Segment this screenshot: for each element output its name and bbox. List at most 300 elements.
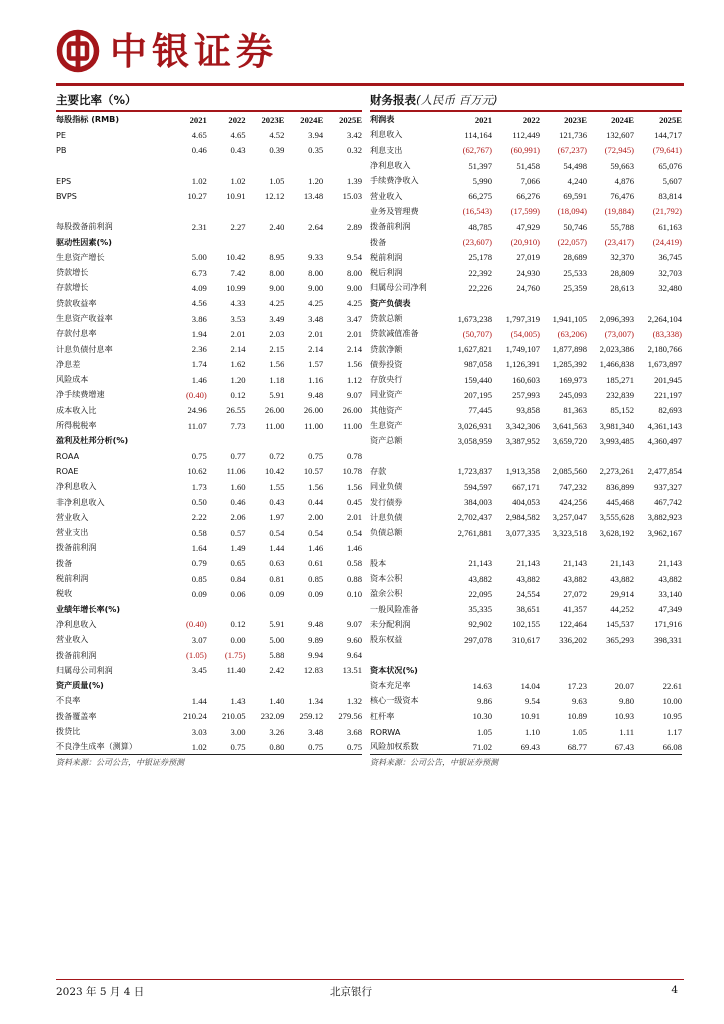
cell-value: 2,023,386 xyxy=(599,344,634,355)
cell-value: 7.42 xyxy=(230,267,246,278)
cell-value: 22,226 xyxy=(468,282,492,293)
cell-value: 10.42 xyxy=(265,466,285,477)
row-label: ROAA xyxy=(56,451,80,462)
table-row xyxy=(370,341,682,356)
cell-value: 3.94 xyxy=(308,129,324,140)
cell-value: 9.00 xyxy=(346,282,362,293)
cell-value: 2,702,437 xyxy=(457,512,492,523)
cell-value: 82,693 xyxy=(658,405,682,416)
row-label: 杠杆率 xyxy=(370,710,395,721)
cell-value: 0.54 xyxy=(308,527,324,538)
cell-value: 1,673,238 xyxy=(457,313,492,324)
table-row xyxy=(56,556,362,571)
row-label: 盈余公积 xyxy=(370,588,403,599)
cell-value xyxy=(246,433,285,448)
cell-value: 69,591 xyxy=(563,191,587,202)
financial-statements-title xyxy=(370,90,682,112)
table-row xyxy=(56,127,362,142)
cell-value: 11.06 xyxy=(226,466,246,477)
table-row xyxy=(370,143,682,158)
cell-value: 8.00 xyxy=(269,267,285,278)
cell-value: 3.00 xyxy=(230,726,246,737)
cell-value: 3.03 xyxy=(191,726,207,737)
cell-value: 2,085,560 xyxy=(552,466,587,477)
cell-value: 1.05 xyxy=(269,175,285,186)
cell-value: 7,066 xyxy=(520,175,540,186)
cell-value: 2.27 xyxy=(230,221,246,232)
row-label: 风险加权系数 xyxy=(370,741,419,752)
cell-value: 2.01 xyxy=(346,512,362,523)
row-label: 生息资产收益率 xyxy=(56,313,113,323)
table-row xyxy=(56,372,362,387)
cell-value: 1.05 xyxy=(571,726,587,737)
cell-value: 398,331 xyxy=(654,634,682,645)
cell-value: 10.27 xyxy=(187,191,207,202)
cell-value: 1.55 xyxy=(269,481,285,492)
cell-value: 1.44 xyxy=(191,695,207,706)
cell-value: 32,480 xyxy=(658,282,682,293)
table-row xyxy=(56,449,362,464)
footer-date: 2023 年 5 月 4 日 xyxy=(56,986,145,998)
cell-value: 0.85 xyxy=(191,573,207,584)
header-year: 2025E xyxy=(659,114,682,125)
brand-name: 中银证券 xyxy=(110,29,278,73)
cell-value xyxy=(284,234,323,249)
cell-value: 10.30 xyxy=(472,711,492,722)
cell-value: 0.61 xyxy=(308,558,324,569)
cell-value: 7.73 xyxy=(230,420,246,431)
table-row xyxy=(370,418,682,433)
cell-value: 92,902 xyxy=(468,619,492,630)
row-label: 归属母公司净利 xyxy=(370,282,427,293)
cell-value: 169,973 xyxy=(559,374,587,385)
cell-value: 0.32 xyxy=(346,145,362,156)
cell-value: 1.97 xyxy=(269,512,285,523)
cell-value: 2.89 xyxy=(346,221,362,232)
row-label: 其他资产 xyxy=(370,404,403,415)
cell-value: 121,736 xyxy=(559,129,587,140)
cell-value: 1,941,105 xyxy=(552,313,587,324)
cell-value: 297,078 xyxy=(464,634,492,645)
cell-value: 43,882 xyxy=(563,573,587,584)
cell-value: 1.60 xyxy=(230,481,246,492)
cell-value xyxy=(448,540,492,555)
header-year: 2025E xyxy=(339,114,362,125)
table-row xyxy=(56,586,362,601)
cell-value: 12.12 xyxy=(265,191,285,202)
cell-value: 11.07 xyxy=(187,420,207,431)
cell-value: (83,338) xyxy=(652,328,682,339)
financial-statements-panel xyxy=(370,90,682,770)
table-row xyxy=(370,449,682,464)
row-label: 存款增长 xyxy=(56,282,89,293)
cell-value: 24,554 xyxy=(516,588,540,599)
cell-value: 2,984,582 xyxy=(505,512,540,523)
section-row xyxy=(56,602,362,617)
row-label xyxy=(56,158,168,173)
cell-value: 3.07 xyxy=(191,634,207,645)
cell-value: 8.95 xyxy=(269,252,285,263)
table-row xyxy=(370,479,682,494)
cell-value: 0.43 xyxy=(269,497,285,508)
cell-value: 171,916 xyxy=(654,619,682,630)
cell-value xyxy=(246,602,285,617)
row-label: 股东权益 xyxy=(370,634,403,645)
cell-value: 1.02 xyxy=(191,741,207,752)
cell-value: 4.25 xyxy=(269,298,285,309)
cell-value: 14.63 xyxy=(472,680,492,691)
cell-value: (20,910) xyxy=(510,237,540,248)
cell-value: 132,607 xyxy=(606,129,634,140)
cell-value: 21,143 xyxy=(658,558,682,569)
row-label: 营业支出 xyxy=(56,527,89,538)
cell-value: (23,417) xyxy=(604,237,634,248)
cell-value: 10.78 xyxy=(342,466,362,477)
cell-value: 2.42 xyxy=(269,665,285,676)
section-row xyxy=(56,678,362,693)
cell-value: 9.94 xyxy=(308,650,324,661)
cell-value: 3,981,340 xyxy=(599,420,634,431)
ratios-source-note: 资料来源：公司公告，中银证券预测 xyxy=(56,754,362,770)
cell-value: 66.08 xyxy=(662,741,682,752)
cell-value: 1,673,897 xyxy=(647,359,682,370)
cell-value: 4.52 xyxy=(269,129,285,140)
cell-value: 1.46 xyxy=(308,542,324,553)
cell-value: 3,882,923 xyxy=(647,512,682,523)
table-row xyxy=(370,739,682,754)
cell-value: 1.94 xyxy=(191,328,207,339)
cell-value: (60,991) xyxy=(510,145,540,156)
cell-value: 0.43 xyxy=(230,145,246,156)
cell-value: 4.56 xyxy=(191,298,207,309)
cell-value: 9.60 xyxy=(346,634,362,645)
table-row xyxy=(370,525,682,540)
cell-value: 11.00 xyxy=(304,420,324,431)
ratios-table xyxy=(56,112,362,754)
cell-value: 3,058,959 xyxy=(457,435,492,446)
cell-value: 21,143 xyxy=(610,558,634,569)
row-label: 手续费净收入 xyxy=(370,175,419,186)
cell-value: 9.64 xyxy=(346,650,362,661)
table-row xyxy=(56,158,362,173)
cell-value xyxy=(448,296,492,311)
cell-value: 1.49 xyxy=(230,542,246,553)
cell-value: 33,140 xyxy=(658,588,682,599)
cell-value: (1.75) xyxy=(224,650,246,661)
row-label: 未分配利润 xyxy=(370,618,411,629)
cell-value: 9.48 xyxy=(308,619,324,630)
cell-value: 81,363 xyxy=(563,405,587,416)
cell-value: 0.75 xyxy=(230,741,246,752)
table-row xyxy=(370,188,682,203)
cell-value: 77,445 xyxy=(468,405,492,416)
row-label: 业绩年增长率(%) xyxy=(56,603,121,614)
cell-value: 0.72 xyxy=(269,451,285,462)
header-year: 2022 xyxy=(522,114,540,125)
cell-value: 10.91 xyxy=(226,191,246,202)
cell-value: 26.00 xyxy=(342,405,362,416)
cell-value: (0.40) xyxy=(186,389,207,400)
cell-value: 5.91 xyxy=(269,619,285,630)
cell-value: 0.44 xyxy=(308,497,324,508)
cell-value: 0.78 xyxy=(346,451,362,462)
cell-value: 48,785 xyxy=(468,221,492,232)
row-label: 非净利息收入 xyxy=(56,496,105,507)
cell-value xyxy=(587,449,634,464)
table-row xyxy=(370,265,682,280)
cell-value: 0.06 xyxy=(230,588,246,599)
row-label: 拨备覆盖率 xyxy=(56,710,97,721)
table-row xyxy=(56,724,362,739)
cell-value: (22,057) xyxy=(557,237,587,248)
cell-value: 160,603 xyxy=(512,374,540,385)
cell-value: 0.09 xyxy=(269,588,285,599)
cell-value: 3,659,720 xyxy=(552,435,587,446)
cell-value: 424,256 xyxy=(559,497,587,508)
cell-value xyxy=(492,540,540,555)
cell-value: 9.54 xyxy=(346,252,362,263)
cell-value xyxy=(284,158,323,173)
cell-value: 4,240 xyxy=(567,175,587,186)
cell-value: 2.14 xyxy=(308,344,324,355)
cell-value: 11.40 xyxy=(226,665,246,676)
table-header-row xyxy=(370,112,682,127)
row-label: 债券投资 xyxy=(370,358,403,369)
row-label: 资产质量(%) xyxy=(56,680,104,691)
cell-value: 2.36 xyxy=(191,344,207,355)
row-label: PB xyxy=(56,145,67,156)
cell-value: 21,143 xyxy=(516,558,540,569)
cell-value: 1.39 xyxy=(346,175,362,186)
table-row xyxy=(56,265,362,280)
cell-value: 384,003 xyxy=(464,497,492,508)
cell-value: 404,053 xyxy=(512,497,540,508)
table-row xyxy=(56,326,362,341)
table-row xyxy=(370,693,682,708)
header-label: 每股指标 (RMB) xyxy=(56,114,120,125)
cell-value: 21,143 xyxy=(563,558,587,569)
cell-value: (72,945) xyxy=(604,145,634,156)
cell-value: 17.23 xyxy=(567,680,587,691)
cell-value: 66,275 xyxy=(468,191,492,202)
row-label: 资产负债表 xyxy=(370,297,411,308)
cell-value: (50,707) xyxy=(462,328,492,339)
cell-value: 13.48 xyxy=(303,191,324,202)
cell-value: 2.01 xyxy=(308,328,324,339)
cell-value: 12.83 xyxy=(303,665,324,676)
cell-value: 937,327 xyxy=(654,481,682,492)
cell-value: 2,264,104 xyxy=(647,313,682,324)
cell-value: 1.74 xyxy=(191,359,207,370)
cell-value: 3,026,931 xyxy=(457,420,492,431)
table-row xyxy=(370,617,682,632)
cell-value: 4.65 xyxy=(230,129,246,140)
row-label xyxy=(370,449,448,464)
row-label: 拨备前利润 xyxy=(56,542,97,553)
cell-value: 102,155 xyxy=(512,619,540,630)
cell-value: 257,993 xyxy=(512,389,540,400)
cell-value: 3,962,167 xyxy=(647,527,682,538)
cell-value: 1.20 xyxy=(230,374,246,385)
cell-value: 28,689 xyxy=(563,252,587,263)
cell-value: 3.53 xyxy=(230,313,246,324)
cell-value: 47,349 xyxy=(658,604,682,615)
row-label: 净利息收入 xyxy=(56,618,97,629)
cell-value: 1,749,107 xyxy=(505,344,540,355)
cell-value: 21,143 xyxy=(468,558,492,569)
cell-value: 24,760 xyxy=(516,282,540,293)
cell-value: 365,293 xyxy=(606,634,634,645)
cell-value xyxy=(168,678,207,693)
table-row xyxy=(370,204,682,219)
cell-value xyxy=(207,158,246,173)
cell-value: 4.25 xyxy=(308,298,324,309)
header-year: 2023E xyxy=(564,114,587,125)
table-row xyxy=(370,326,682,341)
table-row xyxy=(370,372,682,387)
cell-value: 0.75 xyxy=(346,741,362,752)
table-row xyxy=(370,632,682,647)
cell-value: 2,096,393 xyxy=(599,313,634,324)
cell-value: 747,232 xyxy=(559,481,587,492)
cell-value: 28,809 xyxy=(610,267,634,278)
bank-of-china-logo-icon xyxy=(56,29,100,73)
cell-value: 2.06 xyxy=(230,512,246,523)
cell-value: (17,599) xyxy=(510,206,540,217)
cell-value: 43,882 xyxy=(516,573,540,584)
cell-value: 3,993,485 xyxy=(599,435,634,446)
table-row xyxy=(370,464,682,479)
cell-value: 25,359 xyxy=(563,282,587,293)
table-row xyxy=(370,540,682,555)
section-row xyxy=(370,296,682,311)
cell-value: 2.31 xyxy=(191,221,207,232)
cell-value: 4.65 xyxy=(191,129,207,140)
cell-value: 836,899 xyxy=(606,481,634,492)
cell-value: 9.48 xyxy=(308,389,324,400)
cell-value: 9.80 xyxy=(618,695,634,706)
table-row xyxy=(56,525,362,540)
table-row xyxy=(56,296,362,311)
cell-value: 0.10 xyxy=(346,588,362,599)
cell-value: 0.79 xyxy=(191,558,207,569)
cell-value: 3.47 xyxy=(346,313,362,324)
cell-value xyxy=(246,158,285,173)
cell-value: 2,273,261 xyxy=(599,466,634,477)
cell-value xyxy=(168,158,207,173)
section-row xyxy=(56,234,362,249)
footer-rule xyxy=(56,979,684,980)
cell-value: 67.43 xyxy=(614,741,634,752)
cell-value: 43,882 xyxy=(610,573,634,584)
cell-value: 1.57 xyxy=(308,359,324,370)
cell-value: (1.05) xyxy=(186,650,207,661)
row-label: 税前利润 xyxy=(370,251,403,262)
cell-value xyxy=(448,449,492,464)
cell-value: 1.56 xyxy=(346,481,362,492)
cell-value: 10.57 xyxy=(303,466,324,477)
table-row xyxy=(56,540,362,555)
cell-value: 2.40 xyxy=(269,221,285,232)
table-header-row xyxy=(56,112,362,127)
row-label: 成本收入比 xyxy=(56,404,97,415)
cell-value: 0.88 xyxy=(346,573,362,584)
cell-value: 3.26 xyxy=(269,726,285,737)
cell-value: 1.20 xyxy=(308,175,324,186)
row-label: 归属母公司利润 xyxy=(56,664,113,675)
table-row xyxy=(370,494,682,509)
cell-value: 3,323,518 xyxy=(552,527,587,538)
row-label: 税后利润 xyxy=(370,267,403,278)
cell-value: 2.03 xyxy=(269,328,285,339)
table-row xyxy=(370,173,682,188)
cell-value: 594,597 xyxy=(464,481,492,492)
cell-value: 2.15 xyxy=(269,344,285,355)
row-label: 同业负债 xyxy=(370,481,403,492)
table-row xyxy=(370,250,682,265)
cell-value: 32,370 xyxy=(610,252,634,263)
row-label: 利息支出 xyxy=(370,144,403,155)
cell-value xyxy=(323,678,362,693)
cell-value: 68.77 xyxy=(567,741,587,752)
cell-value: 9.00 xyxy=(269,282,285,293)
cell-value: 71.02 xyxy=(472,741,492,752)
row-label: 存款 xyxy=(370,465,387,476)
cell-value xyxy=(448,647,492,662)
table-row xyxy=(56,632,362,647)
cell-value: 2.01 xyxy=(230,328,246,339)
cell-value xyxy=(492,296,540,311)
cell-value: 0.65 xyxy=(230,558,246,569)
row-label: 盈利及杜邦分析(%) xyxy=(56,435,129,446)
cell-value: 159,440 xyxy=(464,374,492,385)
cell-value: 0.35 xyxy=(308,145,324,156)
row-label: 净息差 xyxy=(56,358,81,369)
row-label: 营业收入 xyxy=(370,190,403,201)
row-label: 生息资产 xyxy=(370,420,403,431)
cell-value: 0.12 xyxy=(230,389,246,400)
brand-logo xyxy=(56,27,278,75)
cell-value: 0.84 xyxy=(230,573,246,584)
table-row xyxy=(370,724,682,739)
cell-value: 210.05 xyxy=(221,711,246,722)
financial-statements-table xyxy=(370,112,682,754)
cell-value: 22,095 xyxy=(468,588,492,599)
cell-value: 259.12 xyxy=(299,711,324,722)
cell-value: 44,252 xyxy=(610,604,634,615)
table-row xyxy=(56,647,362,662)
cell-value: 5.88 xyxy=(269,650,285,661)
cell-value: 0.54 xyxy=(346,527,362,538)
cell-value: 3.42 xyxy=(346,129,362,140)
cell-value: (79,641) xyxy=(652,145,682,156)
table-row xyxy=(370,586,682,601)
cell-value: 6.73 xyxy=(191,267,207,278)
table-row xyxy=(56,617,362,632)
row-label xyxy=(56,204,168,219)
table-row xyxy=(370,571,682,586)
section-row xyxy=(56,433,362,448)
cell-value: 0.09 xyxy=(191,588,207,599)
cell-value xyxy=(587,540,634,555)
cell-value: 32,703 xyxy=(658,267,682,278)
cell-value: 43,882 xyxy=(658,573,682,584)
cell-value: 0.77 xyxy=(230,451,246,462)
cell-value: 54,498 xyxy=(563,160,587,171)
cell-value: 11.00 xyxy=(265,420,285,431)
cell-value xyxy=(634,647,682,662)
cell-value xyxy=(634,540,682,555)
